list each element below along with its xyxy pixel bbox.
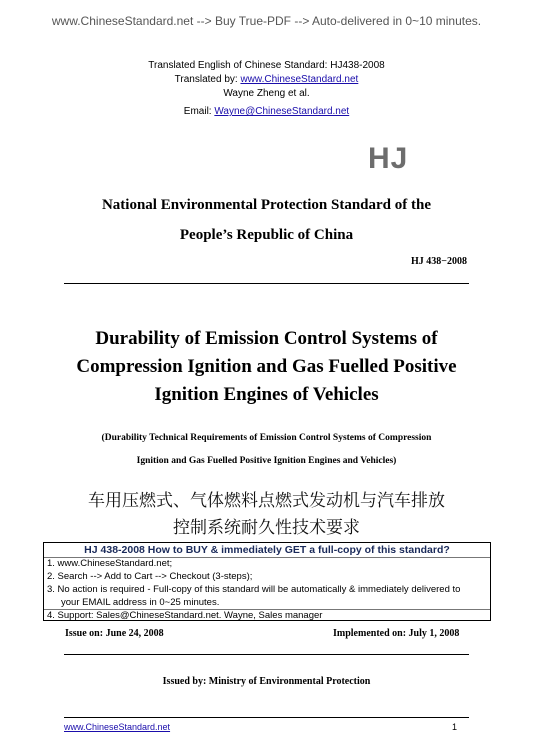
- translation-source: Translated English of Chinese Standard: HJ438-2008: [148, 60, 385, 71]
- chinese-title-line2: 控制系统耐久性技术要求: [173, 518, 360, 538]
- page-number: 1: [452, 722, 458, 732]
- footer-rule: [64, 717, 469, 718]
- national-standard-line1: National Environmental Protection Standard of the: [101, 197, 432, 213]
- implementation-date: Implemented on: July 1, 2008: [333, 628, 460, 639]
- subtitle-line1: (Durability Technical Requirements of Emission Control Systems of Compression: [101, 433, 432, 443]
- purchase-step-1[interactable]: 1. www.ChineseStandard.net;: [47, 558, 173, 569]
- purchase-step-2: 2. Search --> Add to Cart --> Checkout (3-steps);: [47, 571, 253, 582]
- email-label: Email:: [183, 106, 215, 117]
- standard-number: HJ 438−2008: [411, 256, 467, 267]
- purchase-heading: HJ 438-2008 How to BUY & immediately GET a full-copy of this standard?: [84, 544, 450, 556]
- translated-by-link[interactable]: www.ChineseStandard.net: [240, 74, 359, 85]
- issued-by: Issued by: Ministry of Environmental Protection: [162, 676, 371, 687]
- email-link[interactable]: Wayne@ChineseStandard.net: [214, 106, 350, 117]
- purchase-step-3-continued: your EMAIL address in 0~25 minutes.: [61, 597, 220, 608]
- subtitle-line2: Ignition and Gas Fuelled Positive Ignition Engines and Vehicles): [136, 456, 397, 466]
- national-standard-line2: People’s Republic of China: [179, 227, 354, 243]
- email-line: [0, 106, 533, 117]
- purchase-info-box: [43, 542, 491, 621]
- header-banner: www.ChineseStandard.net --> Buy True-PDF --> Auto-delivered in 0~10 minutes.: [51, 14, 482, 28]
- issue-date: Issue on: June 24, 2008: [65, 628, 164, 639]
- translated-by: [0, 74, 533, 85]
- translated-by-label: Translated by:: [174, 74, 241, 85]
- chinese-title-line1: 车用压燃式、气体燃料点燃式发动机与汽车排放: [88, 491, 445, 511]
- title-line1: Durability of Emission Control Systems of: [95, 328, 438, 349]
- divider-bottom: [64, 654, 469, 655]
- title-line2: Compression Ignition and Gas Fuelled Positive: [76, 356, 457, 377]
- divider-top: [64, 283, 469, 284]
- footer-link[interactable]: www.ChineseStandard.net: [64, 722, 171, 732]
- hj-logo: HJ: [368, 142, 409, 175]
- purchase-support: 4. Support: Sales@ChineseStandard.net. Wayne, Sales manager: [47, 610, 323, 621]
- translators: Wayne Zheng et al.: [223, 88, 310, 99]
- title-line3: Ignition Engines of Vehicles: [154, 384, 379, 405]
- purchase-step-3: 3. No action is required - Full-copy of this standard will be automatically & immediately delivered to: [47, 584, 461, 595]
